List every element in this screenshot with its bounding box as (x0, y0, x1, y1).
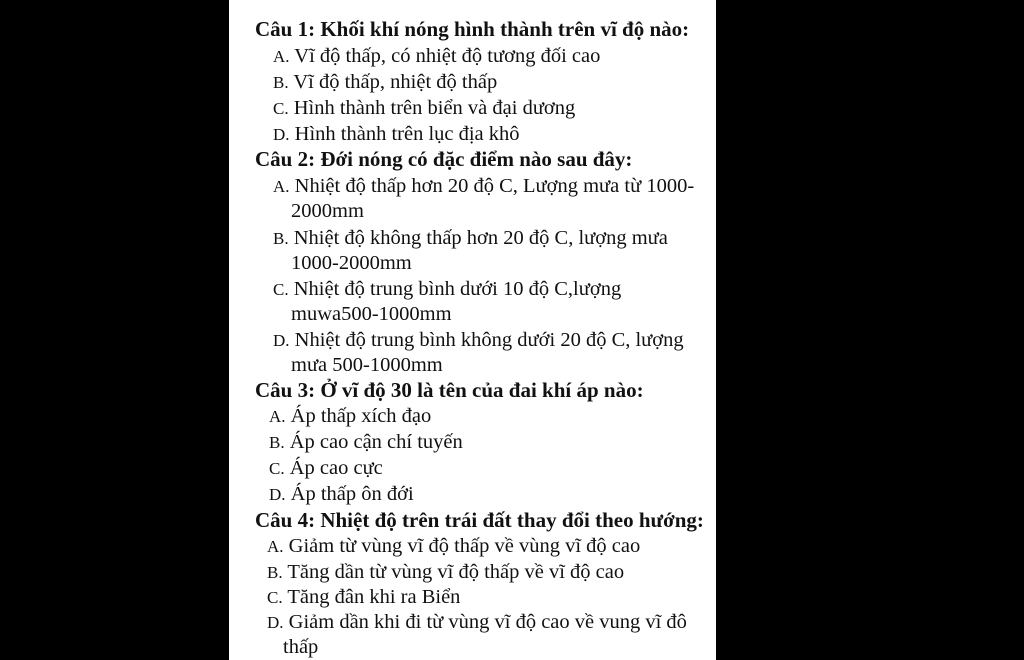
option-letter: C. (273, 280, 289, 299)
option-letter: A. (273, 47, 290, 66)
option-letter: B. (273, 73, 289, 92)
question-1-title: Câu 1: Khối khí nóng hình thành trên vĩ độ nào: (255, 17, 690, 41)
option-text: Hình thành trên lục địa khô (294, 123, 520, 145)
question-4-option-b (267, 560, 624, 585)
question-4-option-c (267, 585, 460, 610)
question-1-option-c (273, 96, 575, 121)
option-letter: B. (273, 229, 289, 248)
question-2-title: Câu 2: Đới nóng có đặc điểm nào sau đây: (255, 147, 633, 171)
option-letter: A. (273, 177, 290, 196)
option-letter: D. (269, 485, 286, 504)
option-text: Vĩ độ thấp, có nhiệt độ tương đối cao (294, 45, 601, 67)
question-3-title: Câu 3: Ở vĩ độ 30 là tên của đai khí áp nào: (255, 378, 644, 402)
option-text: Nhiệt độ thấp hơn 20 độ C, Lượng mưa từ 1000- (294, 175, 695, 197)
question-4-option-d (267, 610, 687, 635)
question-2-option-b-cont: 1000-2000mm (291, 252, 412, 274)
option-text: Áp cao cực (289, 457, 383, 479)
option-letter: B. (267, 563, 283, 582)
question-2-option-a-cont: 2000mm (291, 200, 364, 222)
question-2-option-a (273, 174, 694, 199)
question-3-option-c (269, 456, 383, 481)
question-2-option-d-cont: mưa 500-1000mm (291, 354, 443, 376)
option-letter: C. (273, 99, 289, 118)
option-text: Tăng dần từ vùng vĩ độ thấp về vĩ độ cao (287, 561, 625, 583)
option-text: Giảm từ vùng vĩ độ thấp về vùng vĩ độ cao (288, 535, 641, 557)
question-1-option-a (273, 44, 600, 69)
option-letter: D. (267, 613, 284, 632)
option-text: Nhiệt độ trung bình dưới 10 độ C,lượng (293, 278, 622, 300)
question-2-option-b (273, 226, 668, 251)
option-text: Áp thấp xích đạo (290, 405, 432, 427)
option-text: Tăng đân khi ra Biển (287, 586, 461, 608)
question-3-option-b (269, 430, 463, 455)
option-text: Áp cao cận chí tuyến (289, 431, 463, 453)
option-text: Nhiệt độ trung bình không dưới 20 độ C, lượng (294, 329, 684, 351)
option-letter: C. (267, 588, 283, 607)
option-letter: A. (267, 537, 284, 556)
option-text: Nhiệt độ không thấp hơn 20 độ C, lượng mưa (293, 227, 668, 249)
option-text: Giảm dần khi đi từ vùng vĩ độ cao về vung vĩ đô (288, 611, 687, 633)
question-1-option-b (273, 70, 497, 95)
question-2-option-c (273, 277, 621, 302)
question-2-option-c-cont: muwa500-1000mm (291, 303, 452, 325)
option-letter: A. (269, 407, 286, 426)
option-letter: D. (273, 331, 290, 350)
question-4-option-a (267, 534, 640, 559)
question-1-option-d (273, 122, 520, 147)
question-3-option-a (269, 404, 431, 429)
option-letter: D. (273, 125, 290, 144)
question-4-option-d-cont: thấp (283, 636, 319, 658)
option-letter: C. (269, 459, 285, 478)
option-text: Vĩ độ thấp, nhiệt độ thấp (293, 71, 498, 93)
question-3-option-d (269, 482, 414, 507)
question-4-title: Câu 4: Nhiệt độ trên trái đất thay đổi theo hướng: (255, 508, 704, 532)
option-text: Hình thành trên biển và đại dương (293, 97, 576, 119)
question-2-option-d (273, 328, 684, 353)
option-text: Áp thấp ôn đới (290, 483, 414, 505)
option-letter: B. (269, 433, 285, 452)
document-page (229, 0, 716, 660)
